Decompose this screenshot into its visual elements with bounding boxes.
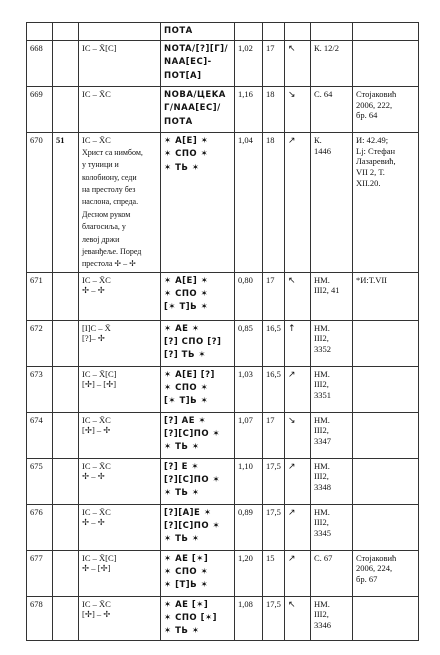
literature-line: Lj: Стефан bbox=[356, 145, 396, 156]
collection-cell bbox=[311, 550, 353, 596]
table-row bbox=[27, 23, 419, 41]
die-axis-cell bbox=[285, 320, 311, 366]
collection-line: НМ. bbox=[314, 598, 330, 609]
reverse-legend-line: ✶ A[E] ✶ bbox=[164, 136, 209, 147]
obverse-cell bbox=[79, 596, 161, 641]
literature-cell bbox=[353, 87, 419, 133]
obverse-legend-line: [I]C – X̄ bbox=[82, 322, 111, 333]
obverse-description-line: на престолу без bbox=[82, 184, 136, 194]
table-row bbox=[27, 320, 419, 366]
collection-cell bbox=[311, 41, 353, 87]
reverse-cell bbox=[161, 412, 235, 458]
reverse-cell bbox=[161, 23, 235, 41]
catalog-number: 668 bbox=[27, 41, 53, 87]
type-reference bbox=[53, 366, 79, 412]
reverse-cell bbox=[161, 320, 235, 366]
obverse-legend-line: IC – X̄C bbox=[82, 414, 111, 425]
obverse-legend-line: IC – X̄C bbox=[82, 89, 111, 100]
collection-line: 3351 bbox=[314, 389, 331, 400]
literature-line: 2006, 224, bbox=[356, 563, 393, 574]
literature-line: бр. 67 bbox=[356, 573, 378, 584]
catalog-number: 672 bbox=[27, 320, 53, 366]
obverse-legend-line: IC – X̄C bbox=[82, 598, 111, 609]
obverse-legend-line: ✢ – ✢ bbox=[82, 517, 105, 528]
obverse-legend-line: [✢] – [✢] bbox=[82, 379, 117, 390]
catalog-number: 676 bbox=[27, 504, 53, 550]
literature-line: И: 42.49; bbox=[356, 135, 389, 146]
collection-line: III2, bbox=[314, 471, 329, 482]
catalog-number: 675 bbox=[27, 458, 53, 504]
collection-line: К. bbox=[314, 135, 322, 146]
type-reference bbox=[53, 320, 79, 366]
die-axis-cell bbox=[285, 272, 311, 320]
die-axis-arrow-icon: ↗ bbox=[288, 461, 296, 472]
obverse-description-line: левој држи bbox=[82, 234, 120, 244]
obverse-description-line: колобиону, седи bbox=[82, 172, 137, 182]
type-reference bbox=[53, 412, 79, 458]
die-axis-cell bbox=[285, 133, 311, 273]
collection-line: К. 12/2 bbox=[314, 43, 340, 54]
obverse-legend-line: ✢ – [✢] bbox=[82, 563, 111, 574]
weight-value bbox=[235, 23, 263, 41]
collection-line: 3352 bbox=[314, 343, 331, 354]
table-row bbox=[27, 41, 419, 87]
weight-value: 1,04 bbox=[235, 133, 263, 273]
die-axis-arrow-icon: ↘ bbox=[288, 415, 296, 426]
diameter-value bbox=[263, 23, 285, 41]
collection-cell bbox=[311, 320, 353, 366]
collection-line: III2, bbox=[314, 517, 329, 528]
diameter-value: 16,5 bbox=[263, 366, 285, 412]
diameter-value: 18 bbox=[263, 133, 285, 273]
reverse-legend-line: ✶ TЬ ✶ bbox=[164, 626, 200, 637]
weight-value: 1,16 bbox=[235, 87, 263, 133]
reverse-legend-line: ✶ TЬ ✶ bbox=[164, 488, 200, 499]
reverse-legend-line: ✶ TЬ ✶ bbox=[164, 442, 200, 453]
diameter-value: 16,5 bbox=[263, 320, 285, 366]
collection-cell bbox=[311, 412, 353, 458]
die-axis-cell bbox=[285, 504, 311, 550]
obverse-cell bbox=[79, 366, 161, 412]
table-row bbox=[27, 87, 419, 133]
die-axis-cell bbox=[285, 23, 311, 41]
reverse-legend-line: NOBA/ЦEKA bbox=[164, 90, 226, 101]
literature-cell bbox=[353, 41, 419, 87]
obverse-description-line: наслона, спреда. bbox=[82, 197, 139, 207]
reverse-cell bbox=[161, 87, 235, 133]
die-axis-cell bbox=[285, 596, 311, 641]
type-reference bbox=[53, 272, 79, 320]
literature-line: VII 2, Т. bbox=[356, 167, 385, 178]
type-reference bbox=[53, 550, 79, 596]
reverse-legend-line: ПОТА bbox=[164, 116, 193, 127]
diameter-value: 17 bbox=[263, 412, 285, 458]
reverse-legend-line: [?] CПО [?] bbox=[164, 336, 222, 347]
diameter-value: 18 bbox=[263, 87, 285, 133]
literature-cell bbox=[353, 550, 419, 596]
obverse-description-line: у туници и bbox=[82, 160, 119, 170]
collection-line: НМ. bbox=[314, 368, 330, 379]
reverse-legend-line: ✶ CПО ✶ bbox=[164, 382, 209, 393]
reverse-legend-line: ✶ CПО ✶ bbox=[164, 149, 209, 160]
reverse-legend-line: NOTA/[?][Г]/ bbox=[164, 44, 229, 55]
collection-line: III2, bbox=[314, 379, 329, 390]
catalog-number: 677 bbox=[27, 550, 53, 596]
table-row bbox=[27, 550, 419, 596]
type-reference bbox=[53, 504, 79, 550]
reverse-legend-line: [?][A]E ✶ bbox=[164, 507, 212, 518]
weight-value: 1,02 bbox=[235, 41, 263, 87]
die-axis-arrow-icon: ↗ bbox=[288, 507, 296, 518]
literature-line: XII.20. bbox=[356, 177, 381, 188]
table-row bbox=[27, 412, 419, 458]
reverse-legend-line: ✶ TЬ ✶ bbox=[164, 534, 200, 545]
reverse-legend-line: ✶ AE [✶] bbox=[164, 553, 209, 564]
reverse-legend-line: ✶ CПО [✶] bbox=[164, 612, 218, 623]
literature-cell bbox=[353, 272, 419, 320]
reverse-cell bbox=[161, 458, 235, 504]
literature-line: Лазаревић, bbox=[356, 156, 396, 167]
die-axis-cell bbox=[285, 87, 311, 133]
weight-value: 0,85 bbox=[235, 320, 263, 366]
type-reference bbox=[53, 23, 79, 41]
die-axis-cell bbox=[285, 412, 311, 458]
obverse-cell bbox=[79, 550, 161, 596]
catalog-number: 669 bbox=[27, 87, 53, 133]
reverse-legend-line: ✶ A[E] ✶ bbox=[164, 275, 209, 286]
weight-value: 0,89 bbox=[235, 504, 263, 550]
die-axis-arrow-icon: ↖ bbox=[288, 275, 296, 286]
die-axis-arrow-icon: ↗ bbox=[288, 136, 296, 147]
die-axis-arrow-icon: ↖ bbox=[288, 44, 296, 55]
obverse-cell bbox=[79, 133, 161, 273]
table-row bbox=[27, 133, 419, 273]
collection-line: С. 67 bbox=[314, 552, 333, 563]
obverse-legend-line: ✢ – ✢ bbox=[82, 471, 105, 482]
catalog-number: 678 bbox=[27, 596, 53, 641]
diameter-value: 17 bbox=[263, 272, 285, 320]
reverse-legend-line: NAA[EC]- bbox=[164, 57, 212, 68]
collection-line: НМ. bbox=[314, 414, 330, 425]
collection-line: 3345 bbox=[314, 527, 331, 538]
literature-line: Стојаковић bbox=[356, 89, 397, 100]
die-axis-arrow-icon: ↗ bbox=[288, 369, 296, 380]
reverse-cell bbox=[161, 41, 235, 87]
obverse-cell bbox=[79, 41, 161, 87]
die-axis-cell bbox=[285, 458, 311, 504]
reverse-legend-line: ✶ TЬ ✶ bbox=[164, 162, 200, 173]
reverse-cell bbox=[161, 133, 235, 273]
literature-cell bbox=[353, 412, 419, 458]
diameter-value: 17,5 bbox=[263, 504, 285, 550]
diameter-value: 17,5 bbox=[263, 596, 285, 641]
reverse-legend-line: [?] E ✶ bbox=[164, 461, 200, 472]
collection-line: С. 64 bbox=[314, 89, 333, 100]
table-row bbox=[27, 458, 419, 504]
reverse-legend-line: [?][C]ПО ✶ bbox=[164, 474, 221, 485]
obverse-legend-line: [?]– ✢ bbox=[82, 333, 105, 344]
literature-cell bbox=[353, 366, 419, 412]
collection-line: 3347 bbox=[314, 435, 331, 446]
diameter-value: 17 bbox=[263, 41, 285, 87]
collection-line: III2, bbox=[314, 425, 329, 436]
reverse-legend-line: ПОТ[А] bbox=[164, 70, 202, 81]
reverse-legend-line: ✶ A[E] [?] bbox=[164, 369, 215, 380]
weight-value: 1,08 bbox=[235, 596, 263, 641]
diameter-value: 17,5 bbox=[263, 458, 285, 504]
collection-cell bbox=[311, 458, 353, 504]
die-axis-cell bbox=[285, 366, 311, 412]
reverse-legend-line: ПОТА bbox=[164, 26, 193, 36]
reverse-legend-line: Г/NAA[EC]/ bbox=[164, 103, 221, 114]
table-row bbox=[27, 596, 419, 641]
obverse-cell bbox=[79, 23, 161, 41]
obverse-legend-line: [✢] – ✢ bbox=[82, 609, 111, 620]
obverse-description-line: престола ✢ – ✢ bbox=[82, 259, 136, 269]
reverse-legend-line: [?] TЬ ✶ bbox=[164, 350, 207, 361]
literature-cell bbox=[353, 133, 419, 273]
coin-catalog-table bbox=[26, 22, 419, 641]
type-reference bbox=[53, 596, 79, 641]
obverse-cell bbox=[79, 87, 161, 133]
reverse-legend-line: [?][C]ПО ✶ bbox=[164, 428, 221, 439]
obverse-legend-line: IC – X̄C bbox=[82, 135, 111, 146]
collection-line: НМ. bbox=[314, 274, 330, 285]
obverse-description-line: Христ са нимбом, bbox=[82, 147, 143, 157]
obverse-cell bbox=[79, 412, 161, 458]
reverse-legend-line: [?] AE ✶ bbox=[164, 415, 207, 426]
table-row bbox=[27, 366, 419, 412]
weight-value: 1,20 bbox=[235, 550, 263, 596]
literature-cell bbox=[353, 320, 419, 366]
catalog-number bbox=[27, 23, 53, 41]
obverse-legend-line: IC – X̄[C] bbox=[82, 552, 117, 563]
collection-line: III2, bbox=[314, 609, 329, 620]
weight-value: 0,80 bbox=[235, 272, 263, 320]
collection-line: 1446 bbox=[314, 145, 331, 156]
reverse-cell bbox=[161, 504, 235, 550]
reverse-legend-line: ✶ AE ✶ bbox=[164, 323, 200, 334]
die-axis-arrow-icon: ↖ bbox=[288, 599, 296, 610]
catalog-number: 674 bbox=[27, 412, 53, 458]
collection-line: 3346 bbox=[314, 619, 331, 630]
obverse-cell bbox=[79, 458, 161, 504]
weight-value: 1,10 bbox=[235, 458, 263, 504]
type-reference bbox=[53, 41, 79, 87]
catalog-number: 671 bbox=[27, 272, 53, 320]
collection-line: 3348 bbox=[314, 481, 331, 492]
reverse-legend-line: ✶ [T]Ь ✶ bbox=[164, 580, 209, 591]
obverse-description-line: Десном руком bbox=[82, 209, 131, 219]
literature-line: *И:Т.VII bbox=[356, 274, 388, 285]
reverse-cell bbox=[161, 366, 235, 412]
die-axis-arrow-icon: ↑ bbox=[288, 323, 296, 334]
collection-cell bbox=[311, 133, 353, 273]
obverse-legend-line: IC – X̄[C] bbox=[82, 368, 117, 379]
reverse-legend-line: [?][C]ПО ✶ bbox=[164, 520, 221, 531]
reverse-cell bbox=[161, 596, 235, 641]
literature-cell bbox=[353, 596, 419, 641]
literature-cell bbox=[353, 504, 419, 550]
obverse-cell bbox=[79, 320, 161, 366]
table-row bbox=[27, 272, 419, 320]
collection-cell bbox=[311, 504, 353, 550]
reverse-legend-line: ✶ AE [✶] bbox=[164, 599, 209, 610]
collection-line: III2, 41 bbox=[314, 285, 340, 296]
collection-cell bbox=[311, 87, 353, 133]
reverse-cell bbox=[161, 272, 235, 320]
literature-line: бр. 64 bbox=[356, 110, 378, 121]
literature-line: 2006, 222, bbox=[356, 99, 393, 110]
obverse-cell bbox=[79, 272, 161, 320]
catalog-body bbox=[27, 23, 419, 641]
type-reference bbox=[53, 87, 79, 133]
obverse-cell bbox=[79, 504, 161, 550]
reverse-legend-line: ✶ CПО ✶ bbox=[164, 566, 209, 577]
table-row bbox=[27, 504, 419, 550]
collection-cell bbox=[311, 366, 353, 412]
collection-cell bbox=[311, 272, 353, 320]
catalog-number: 673 bbox=[27, 366, 53, 412]
collection-cell bbox=[311, 596, 353, 641]
type-reference bbox=[53, 458, 79, 504]
obverse-legend-line: [✢] – ✢ bbox=[82, 425, 111, 436]
collection-line: III2, bbox=[314, 333, 329, 344]
catalog-number: 670 bbox=[27, 133, 53, 273]
obverse-legend-line: IC – X̄C bbox=[82, 460, 111, 471]
obverse-description-line: јеванђеље. Поред bbox=[82, 246, 142, 256]
weight-value: 1,03 bbox=[235, 366, 263, 412]
obverse-legend-line: IC – X̄C bbox=[82, 274, 111, 285]
die-axis-arrow-icon: ↘ bbox=[288, 90, 296, 101]
reverse-legend-line: [✶ T]Ь ✶ bbox=[164, 396, 209, 407]
diameter-value: 15 bbox=[263, 550, 285, 596]
die-axis-cell bbox=[285, 550, 311, 596]
obverse-legend-line: ✢ – ✢ bbox=[82, 285, 105, 296]
weight-value: 1,07 bbox=[235, 412, 263, 458]
collection-line: НМ. bbox=[314, 506, 330, 517]
reverse-legend-line: ✶ CПО ✶ bbox=[164, 288, 209, 299]
reverse-cell bbox=[161, 550, 235, 596]
collection-line: НМ. bbox=[314, 460, 330, 471]
collection-cell bbox=[311, 23, 353, 41]
die-axis-cell bbox=[285, 41, 311, 87]
die-axis-arrow-icon: ↗ bbox=[288, 553, 296, 564]
literature-cell bbox=[353, 23, 419, 41]
type-reference: 51 bbox=[53, 133, 79, 273]
collection-line: НМ. bbox=[314, 322, 330, 333]
literature-line: Стојаковић bbox=[356, 552, 397, 563]
reverse-legend-line: [✶ T]Ь ✶ bbox=[164, 302, 209, 313]
obverse-legend-line: IC – X̄[C] bbox=[82, 43, 117, 54]
obverse-description-line: благосиља, у bbox=[82, 222, 126, 232]
literature-cell bbox=[353, 458, 419, 504]
obverse-legend-line: IC – X̄C bbox=[82, 506, 111, 517]
